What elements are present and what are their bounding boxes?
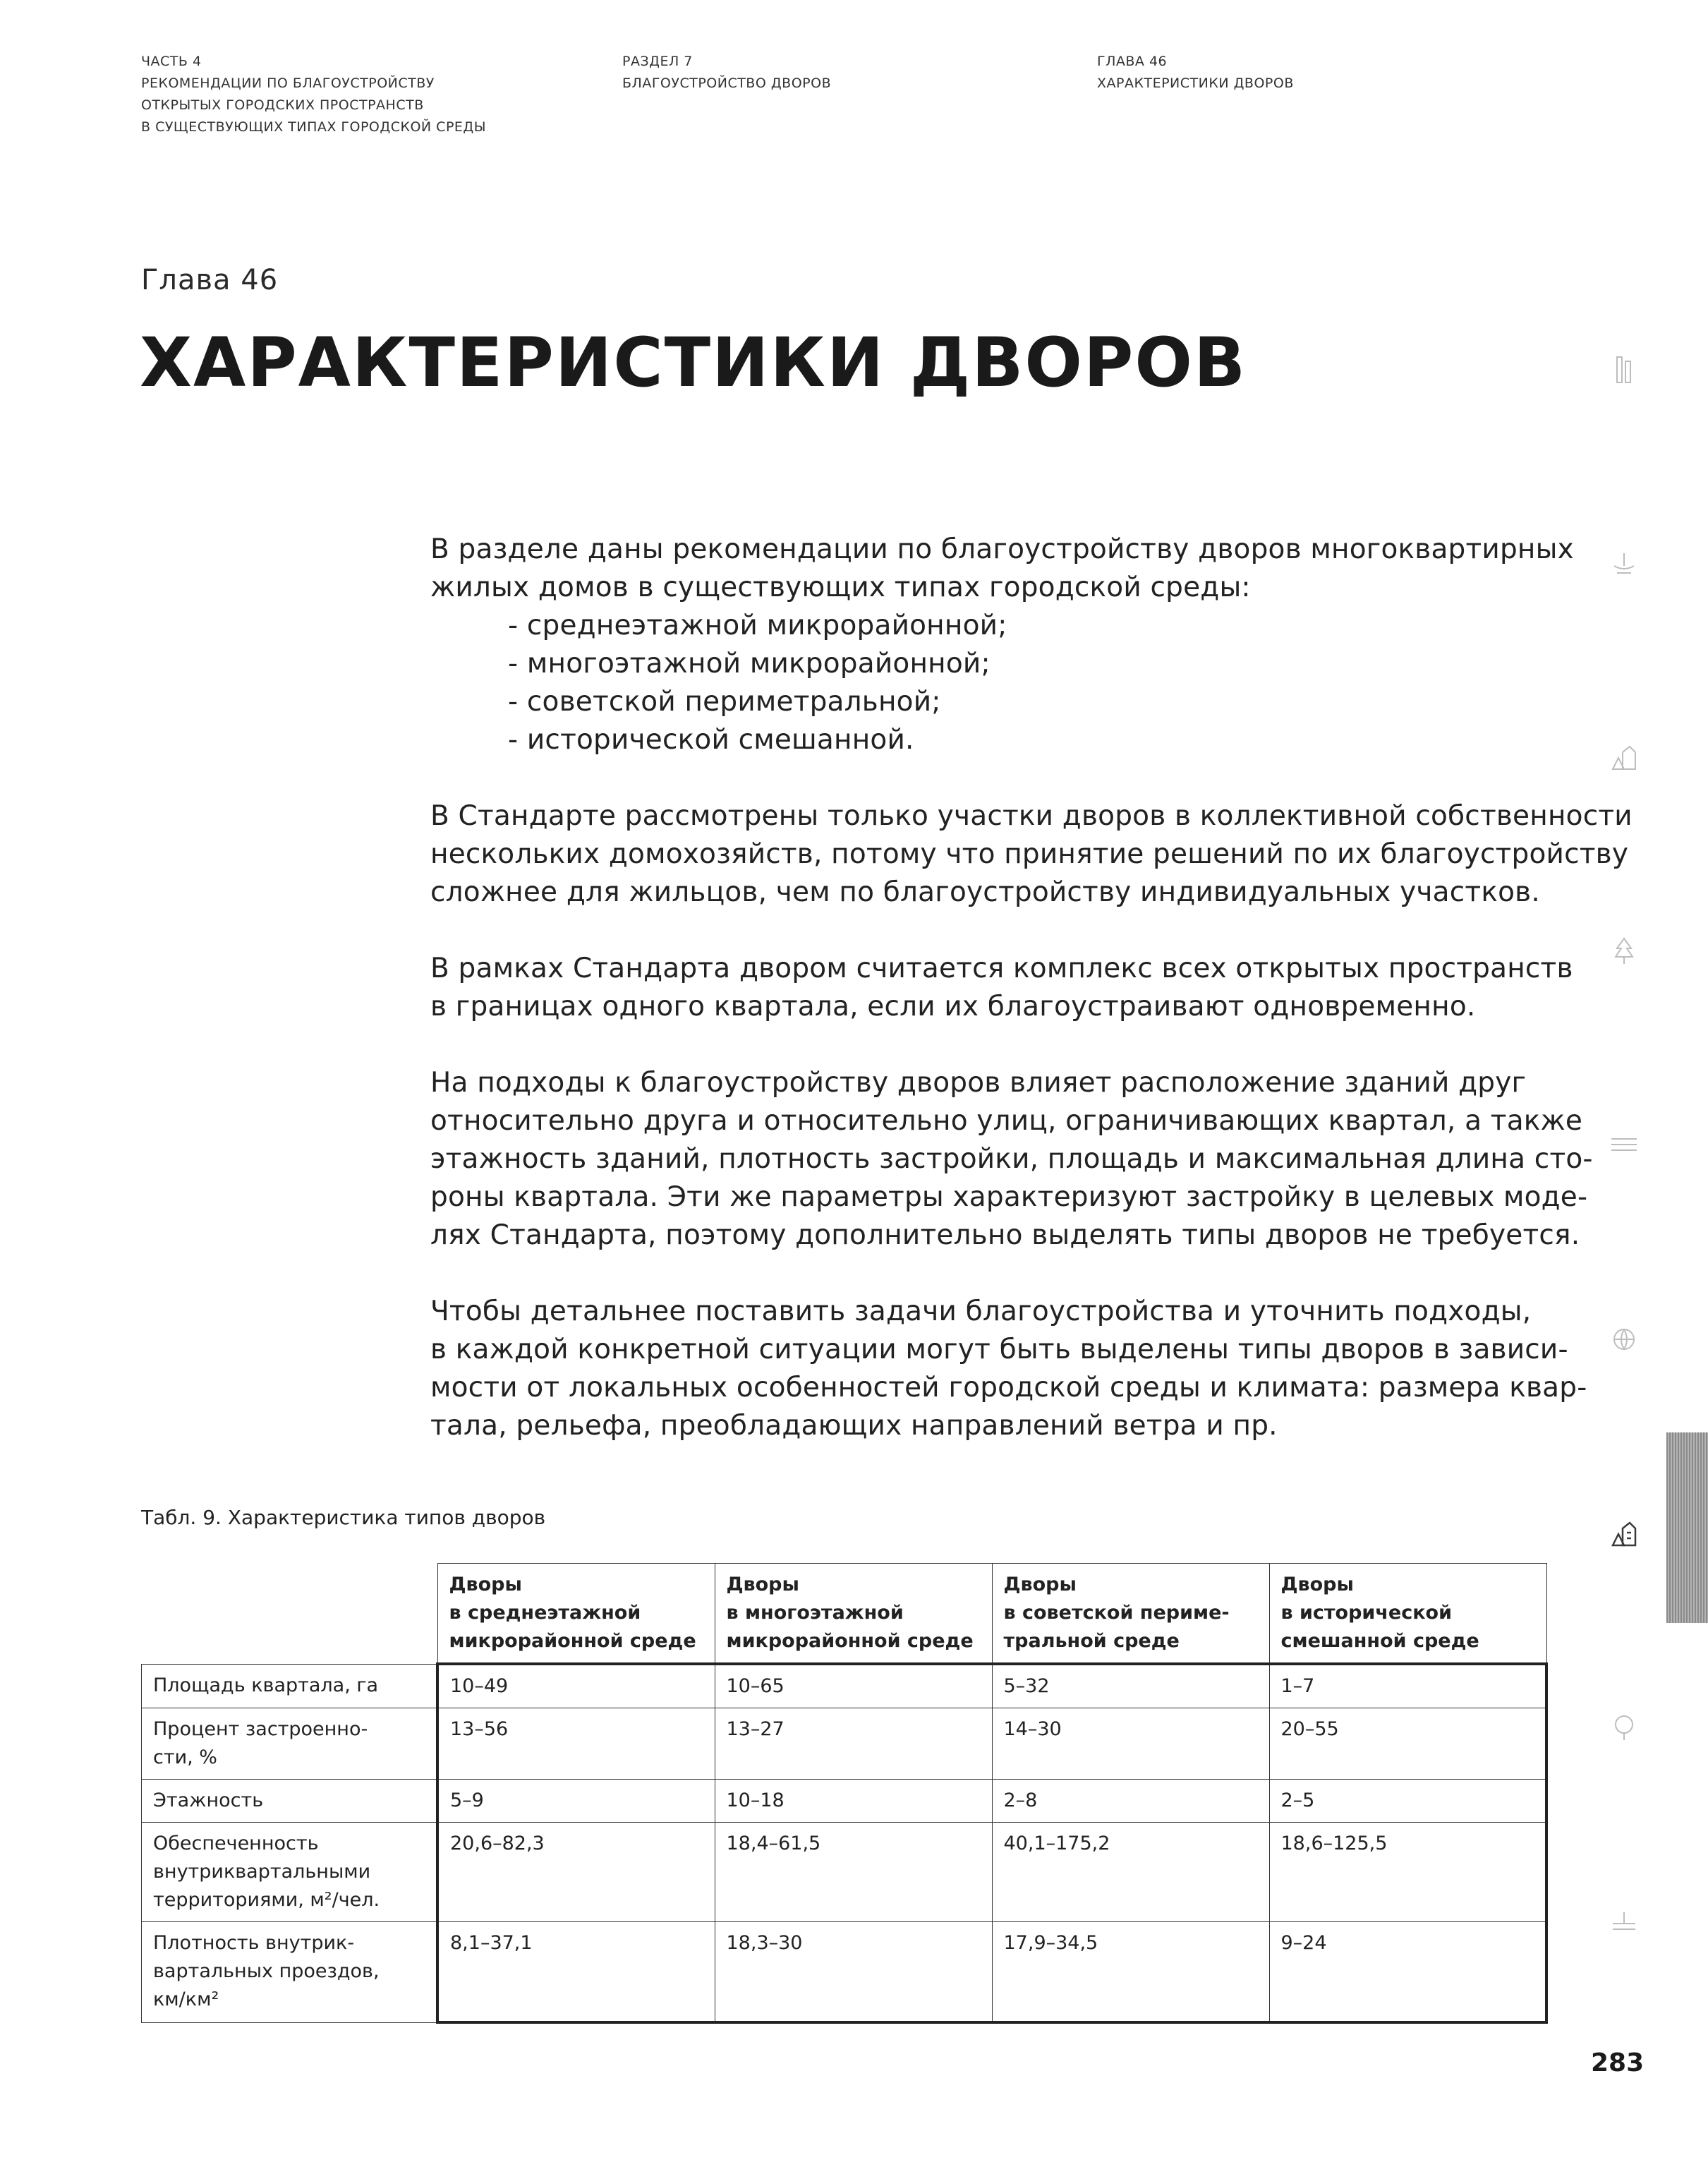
table-cell: 10–18 xyxy=(715,1780,992,1823)
header-part-line: В СУЩЕСТВУЮЩИХ ТИПАХ ГОРОДСКОЙ СРЕДЫ xyxy=(141,119,487,135)
chapter-label: Глава 46 xyxy=(141,264,279,296)
paragraph xyxy=(430,1064,1593,1255)
table-cell: 1–7 xyxy=(1269,1664,1546,1708)
page-title: ХАРАКТЕРИСТИКИ ДВОРОВ xyxy=(140,323,1247,402)
paragraph xyxy=(430,1293,1587,1445)
table-cell: 40,1–175,2 xyxy=(992,1823,1269,1922)
header-section xyxy=(622,51,831,95)
text-line: В разделе даны рекомендации по благоустройству дворов многоквартирных xyxy=(430,533,1574,565)
header-chapter-line: ГЛАВА 46 xyxy=(1097,54,1168,69)
table-cell: 5–32 xyxy=(992,1664,1269,1708)
houses-icon[interactable] xyxy=(1609,742,1640,773)
tree-icon[interactable] xyxy=(1609,936,1640,967)
fountain-icon[interactable] xyxy=(1609,548,1640,579)
column-header: Дворы в среднеэтажной микрорайонной среде xyxy=(437,1564,715,1665)
table-corner xyxy=(142,1564,438,1665)
intro-paragraph xyxy=(430,531,1574,607)
buildings-icon[interactable] xyxy=(1609,354,1640,385)
table-row xyxy=(142,1922,1547,2023)
table-cell: 10–65 xyxy=(715,1664,992,1708)
table-cell: 5–9 xyxy=(437,1780,715,1823)
text-line: сложнее для жильцов, чем по благоустройству индивидуальных участков. xyxy=(430,876,1540,908)
header-chapter-line: ХАРАКТЕРИСТИКИ ДВОРОВ xyxy=(1097,76,1294,91)
table-cell: 18,6–125,5 xyxy=(1269,1823,1546,1922)
column-header: Дворы в исторической смешанной среде xyxy=(1269,1564,1546,1665)
environment-type-list xyxy=(430,607,1559,759)
text-line: жилых домов в существующих типах городской среды: xyxy=(430,572,1251,603)
row-label: Процент застроенно- сти, % xyxy=(142,1708,438,1780)
page-number: 283 xyxy=(1591,2048,1645,2077)
text-line: в каждой конкретной ситуации могут быть выделены типы дворов в зависи- xyxy=(430,1334,1568,1365)
text-line: этажность зданий, плотность застройки, площадь и максимальная длина сто- xyxy=(430,1143,1593,1175)
header-chapter xyxy=(1097,51,1294,95)
table-cell: 13–56 xyxy=(437,1708,715,1780)
text-line: В Стандарте рассмотрены только участки дворов в коллективной собственности xyxy=(430,800,1633,832)
table-cell: 18,4–61,5 xyxy=(715,1823,992,1922)
text-line: мости от локальных особенностей городской среды и климата: размера квар- xyxy=(430,1372,1587,1404)
circle-tree-icon[interactable] xyxy=(1609,1712,1640,1743)
table-cell: 8,1–37,1 xyxy=(437,1922,715,2023)
body-text xyxy=(430,531,1633,1483)
row-label: Плотность внутрик- вартальных проездов, км/км² xyxy=(142,1922,438,2023)
columns-icon[interactable] xyxy=(1609,1129,1640,1160)
text-line: роны квартала. Эти же параметры характеризуют застройку в целевых моде- xyxy=(430,1181,1588,1213)
text-line: относительно друга и относительно улиц, ограничивающих квартал, а также xyxy=(430,1105,1583,1137)
text-line: нескольких домохозяйств, потому что принятие решений по их благоустройству xyxy=(430,838,1629,870)
text-line: тала, рельефа, преобладающих направлений ветра и пр. xyxy=(430,1410,1278,1442)
table-cell: 2–8 xyxy=(992,1780,1269,1823)
yard-icon[interactable] xyxy=(1609,1519,1640,1550)
text-line: в границах одного квартала, если их благоустраивают одновременно. xyxy=(430,991,1476,1022)
text-line: Чтобы детальнее поставить задачи благоустройства и уточнить подходы, xyxy=(430,1296,1532,1327)
column-header: Дворы в советской периме- тральной среде xyxy=(992,1564,1269,1665)
table-cell: 2–5 xyxy=(1269,1780,1546,1823)
text-line: На подходы к благоустройству дворов влияет расположение зданий друг xyxy=(430,1067,1527,1099)
table-row xyxy=(142,1823,1547,1922)
text-line: лях Стандарта, поэтому дополнительно выделять типы дворов не требуется. xyxy=(430,1219,1580,1251)
header-section-line: РАЗДЕЛ 7 xyxy=(622,54,693,69)
paragraph xyxy=(430,797,1633,912)
table-cell: 10–49 xyxy=(437,1664,715,1708)
list-item: - советской периметральной; xyxy=(508,683,1559,721)
table-cell: 13–27 xyxy=(715,1708,992,1780)
table-row xyxy=(142,1708,1547,1780)
paragraph xyxy=(430,950,1573,1026)
header-part xyxy=(141,51,486,138)
table-cell: 9–24 xyxy=(1269,1922,1546,2023)
text-line: В рамках Стандарта двором считается комплекс всех открытых пространств xyxy=(430,953,1573,984)
column-header: Дворы в многоэтажной микрорайонной среде xyxy=(715,1564,992,1665)
bench-icon[interactable] xyxy=(1609,1905,1640,1936)
header-part-line: РЕКОМЕНДАЦИИ ПО БЛАГОУСТРОЙСТВУ xyxy=(141,76,435,91)
list-item: - исторической смешанной. xyxy=(508,721,1559,759)
table-row xyxy=(142,1780,1547,1823)
table-cell: 20,6–82,3 xyxy=(437,1823,715,1922)
table-cell: 20–55 xyxy=(1269,1708,1546,1780)
header-part-line: ОТКРЫТЫХ ГОРОДСКИХ ПРОСТРАНСТВ xyxy=(141,97,424,113)
row-label: Этажность xyxy=(142,1780,438,1823)
globe-icon[interactable] xyxy=(1609,1324,1640,1355)
table-cell: 14–30 xyxy=(992,1708,1269,1780)
list-item: - многоэтажной микрорайонной; xyxy=(508,645,1559,683)
yard-types-table xyxy=(141,1563,1548,2024)
list-item: - среднеэтажной микрорайонной; xyxy=(508,607,1559,645)
table-caption: Табл. 9. Характеристика типов дворов xyxy=(141,1506,546,1529)
table-cell: 17,9–34,5 xyxy=(992,1922,1269,2023)
header-section-line: БЛАГОУСТРОЙСТВО ДВОРОВ xyxy=(622,76,832,91)
row-label: Обеспеченность внутриквартальными территориями, м²/чел. xyxy=(142,1823,438,1922)
table-row xyxy=(142,1664,1547,1708)
header-part-line: ЧАСТЬ 4 xyxy=(141,54,202,69)
row-label: Площадь квартала, га xyxy=(142,1664,438,1708)
section-tab-marker xyxy=(1666,1432,1708,1623)
table-cell: 18,3–30 xyxy=(715,1922,992,2023)
